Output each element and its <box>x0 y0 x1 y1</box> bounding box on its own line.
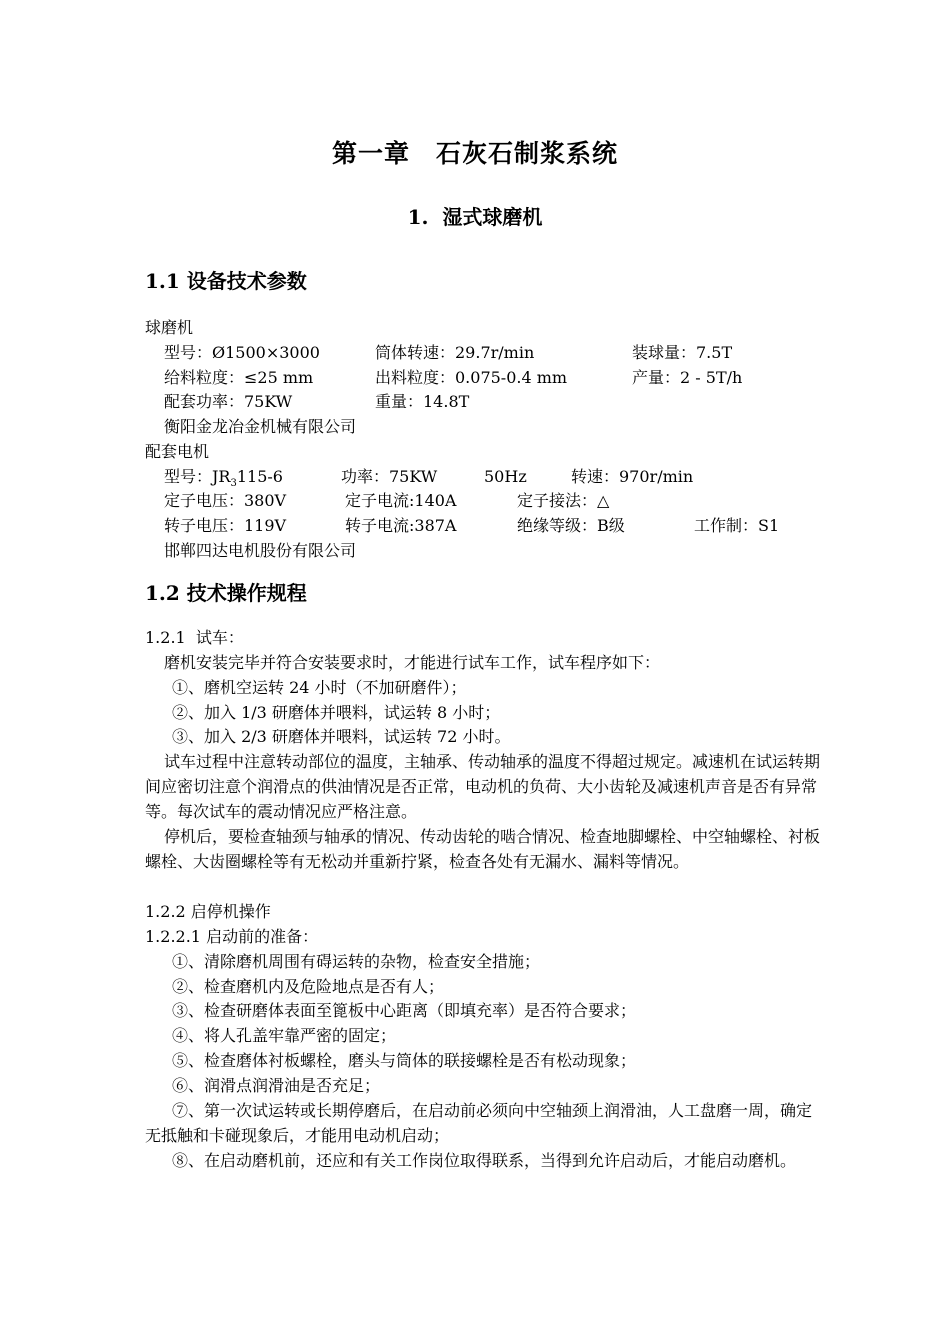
prep-step-2: ②、检查磨机内及危险地点是否有人； <box>172 977 445 996</box>
motor-stator-voltage: 定子电压：380V <box>164 491 287 510</box>
prep-step-7 <box>145 1099 825 1149</box>
ball-mill-model: 型号：Ø1500×3000 <box>164 343 320 362</box>
trial-step-2: ②、加入 1/3 研磨体并喂料，试运转 8 小时； <box>172 703 501 722</box>
motor-rotor-voltage: 转子电压：119V <box>164 516 287 535</box>
motor-maker: 邯郸四达电机股份有限公司 <box>164 541 357 560</box>
prep-step-6: ⑥、润滑点润滑油是否充足； <box>172 1076 381 1095</box>
ball-mill-drum-speed: 筒体转速：29.7r/min <box>375 343 535 362</box>
chapter-title: 第一章 石灰石制浆系统 <box>331 139 618 168</box>
trial-intro: 磨机安装完毕并符合安装要求时，才能进行试车工作，试车程序如下： <box>164 653 661 672</box>
motor-frequency: 50Hz <box>484 467 527 486</box>
motor-power: 功率：75KW <box>341 467 438 486</box>
motor-label: 配套电机 <box>145 442 210 461</box>
ball-mill-maker: 衡阳金龙冶金机械有限公司 <box>164 417 357 436</box>
ball-mill-output: 产量：2 - 5T/h <box>632 368 743 387</box>
motor-stator-current: 定子电流:140A <box>345 491 457 510</box>
prep-step-8-text: ⑧、在启动磨机前，还应和有关工作岗位取得联系，当得到允许启动后，才能启动磨机。 <box>172 1151 797 1170</box>
trial-paragraph-2 <box>145 825 825 875</box>
trial-step-1: ①、磨机空运转 24 小时（不加研磨件）； <box>172 678 467 697</box>
motor-rotor-current: 转子电流:387A <box>345 516 457 535</box>
motor-stator-connection: 定子接法：△ <box>517 491 610 510</box>
trial-paragraph-1 <box>145 750 825 824</box>
ball-mill-weight: 重量：14.8T <box>375 392 470 411</box>
motor-speed: 转速：970r/min <box>571 467 694 486</box>
trial-label: 1.2.1 试车： <box>145 628 244 647</box>
motor-model-suffix: 115-6 <box>236 467 283 486</box>
ball-mill-output-size: 出料粒度：0.075-0.4 mm <box>375 368 568 387</box>
prep-step-1: ①、清除磨机周围有碍运转的杂物，检查安全措施； <box>172 952 541 971</box>
heading-1-2: 1.2 技术操作规程 <box>145 581 307 605</box>
section-title: 1. 湿式球磨机 <box>407 205 543 229</box>
heading-1-1: 1.1 设备技术参数 <box>145 269 307 293</box>
ball-mill-label: 球磨机 <box>145 318 194 337</box>
prep-step-3: ③、检查研磨体表面至篦板中心距离（即填充率）是否符合要求； <box>172 1001 637 1020</box>
trial-paragraph-1-text: 试车过程中注意转动部位的温度，主轴承、传动轴承的温度不得超过规定。减速机在试运转期间应密切注意个润滑点的供油情况是否正常，电动机的负荷、大小齿轮及减速机声音是否有异常等。每次试车的震动情况应严格注意。 <box>145 752 821 821</box>
ball-mill-feed-size: 给料粒度：≤25 mm <box>164 368 314 387</box>
motor-model-sub: 3 <box>230 478 237 490</box>
motor-model-prefix: 型号：JR <box>164 467 231 486</box>
startstop-label: 1.2.2 启停机操作 <box>145 902 271 921</box>
motor-insulation-class: 绝缘等级：B级 <box>517 516 625 535</box>
startstop-prep-label: 1.2.2.1 启动前的准备： <box>145 927 319 946</box>
trial-step-3: ③、加入 2/3 研磨体并喂料，试运转 72 小时。 <box>172 727 511 746</box>
prep-step-4: ④、将人孔盖牢靠严密的固定； <box>172 1026 397 1045</box>
motor-duty: 工作制：S1 <box>694 516 780 535</box>
prep-step-8 <box>145 1149 825 1174</box>
ball-mill-ball-load: 装球量：7.5T <box>632 343 733 362</box>
prep-step-7-text: ⑦、第一次试运转或长期停磨后，在启动前必须向中空轴颈上润滑油，人工盘磨一周，确定无抵触和卡碰现象后，才能用电动机启动； <box>145 1101 813 1145</box>
ball-mill-power: 配套功率：75KW <box>164 392 293 411</box>
prep-step-5: ⑤、检查磨体衬板螺栓，磨头与筒体的联接螺栓是否有松动现象； <box>172 1051 637 1070</box>
trial-paragraph-2-text: 停机后，要检查轴颈与轴承的情况、传动齿轮的啮合情况、检查地脚螺栓、中空轴螺栓、衬板螺栓、大齿圈螺栓等有无松动并重新拧紧，检查各处有无漏水、漏料等情况。 <box>145 827 821 871</box>
